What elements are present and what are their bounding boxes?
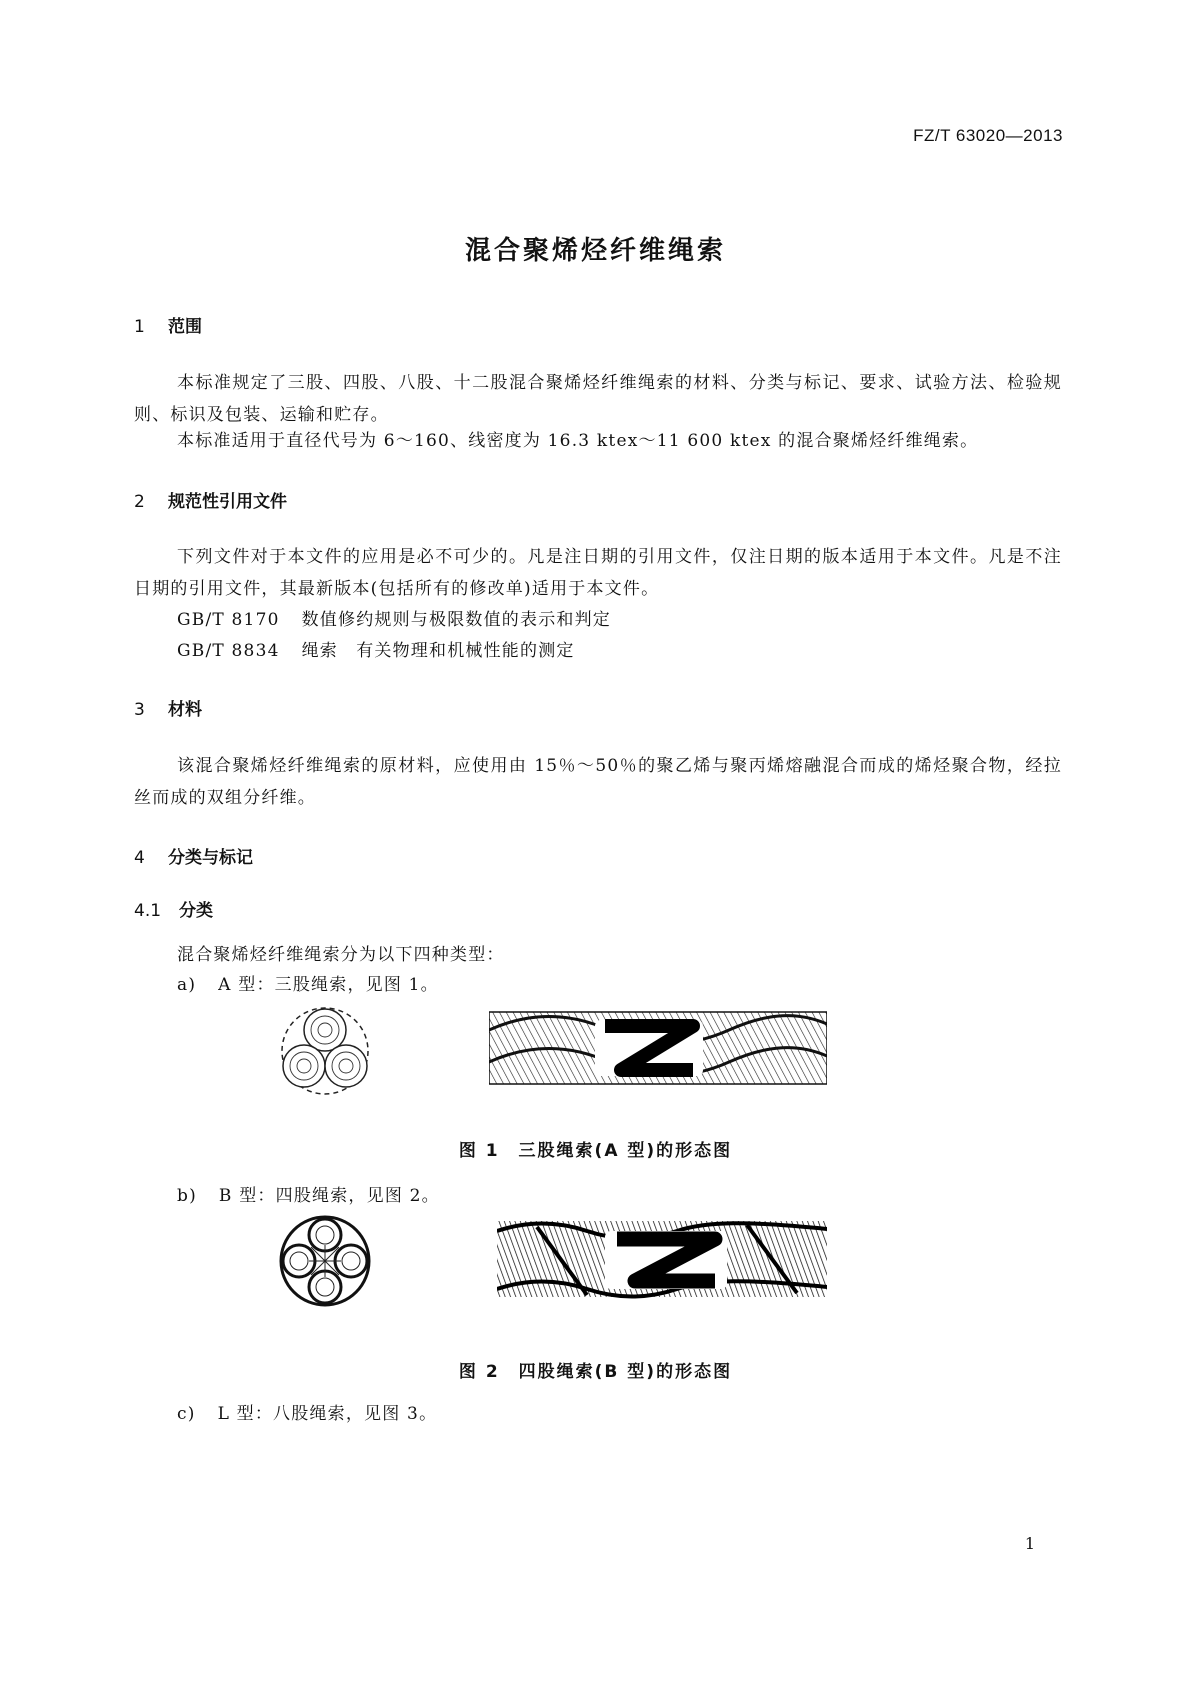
list-item	[177, 970, 439, 995]
list-text: B 型：四股绳索，见图 2。	[218, 1186, 440, 1206]
figure-1-caption: 图 1 三股绳索(A 型)的形态图	[458, 1141, 733, 1161]
list-mark: a)	[177, 975, 197, 995]
section-title: 范围	[168, 317, 202, 337]
section-4-1-heading	[134, 896, 213, 921]
section-title: 分类	[179, 901, 213, 921]
section-title: 规范性引用文件	[168, 492, 287, 512]
section-title: 分类与标记	[168, 848, 253, 868]
reference-title: 绳索 有关物理和机械性能的测定	[301, 641, 575, 661]
section-3-para-1: 该混合聚烯烃纤维绳索的原材料，应使用由 15％～50％的聚乙烯与聚丙烯熔融混合而成的烯烃聚合物，经拉丝而成的双组分纤维。	[134, 756, 1062, 808]
list-mark: b)	[177, 1186, 197, 1206]
reference-code: GB/T 8834	[177, 641, 280, 661]
section-1-para-2: 本标准适用于直径代号为 6～160、线密度为 16.3 ktex～11 600 ktex 的混合聚烯烃纤维绳索。	[177, 431, 979, 451]
figure-2-caption: 图 2 四股绳索(B 型)的形态图	[458, 1362, 733, 1382]
section-number: 4.1	[134, 901, 162, 921]
section-number: 1	[134, 317, 145, 337]
section-1-heading	[134, 312, 202, 337]
classification-intro: 混合聚烯烃纤维绳索分为以下四种类型：	[177, 945, 505, 965]
standard-code: FZ/T 63020—2013	[913, 126, 1063, 145]
page-number: 1	[1024, 1534, 1035, 1553]
section-number: 3	[134, 700, 145, 720]
section-1-para-1: 本标准规定了三股、四股、八股、十二股混合聚烯烃纤维绳索的材料、分类与标记、要求、试验方法、检验规则、标识及包装、运输和贮存。	[134, 373, 1062, 425]
four-strand-rope-side-illustration	[497, 1217, 827, 1302]
list-text: A 型：三股绳索，见图 1。	[218, 975, 439, 995]
section-2-heading	[134, 487, 287, 512]
section-number: 4	[134, 848, 145, 868]
section-4-heading	[134, 843, 253, 868]
four-strand-cross-section-illustration	[278, 1215, 372, 1307]
section-title: 材料	[168, 700, 202, 720]
list-item	[177, 1181, 440, 1206]
section-3-heading	[134, 695, 202, 720]
list-text: L 型：八股绳索，见图 3。	[217, 1404, 438, 1424]
reference-title: 数值修约规则与极限数值的表示和判定	[301, 610, 612, 630]
reference-item	[177, 605, 611, 630]
document-title: 混合聚烯烃纤维绳索	[464, 236, 726, 266]
list-mark: c)	[177, 1404, 196, 1424]
three-strand-cross-section-illustration	[280, 1005, 370, 1097]
three-strand-rope-side-illustration	[489, 1006, 827, 1090]
section-2-para-1: 下列文件对于本文件的应用是必不可少的。凡是注日期的引用文件，仅注日期的版本适用于本文件。凡是不注日期的引用文件，其最新版本(包括所有的修改单)适用于本文件。	[134, 547, 1062, 599]
section-number: 2	[134, 492, 145, 512]
reference-item	[177, 636, 575, 661]
list-item	[177, 1399, 437, 1424]
reference-code: GB/T 8170	[177, 610, 280, 630]
